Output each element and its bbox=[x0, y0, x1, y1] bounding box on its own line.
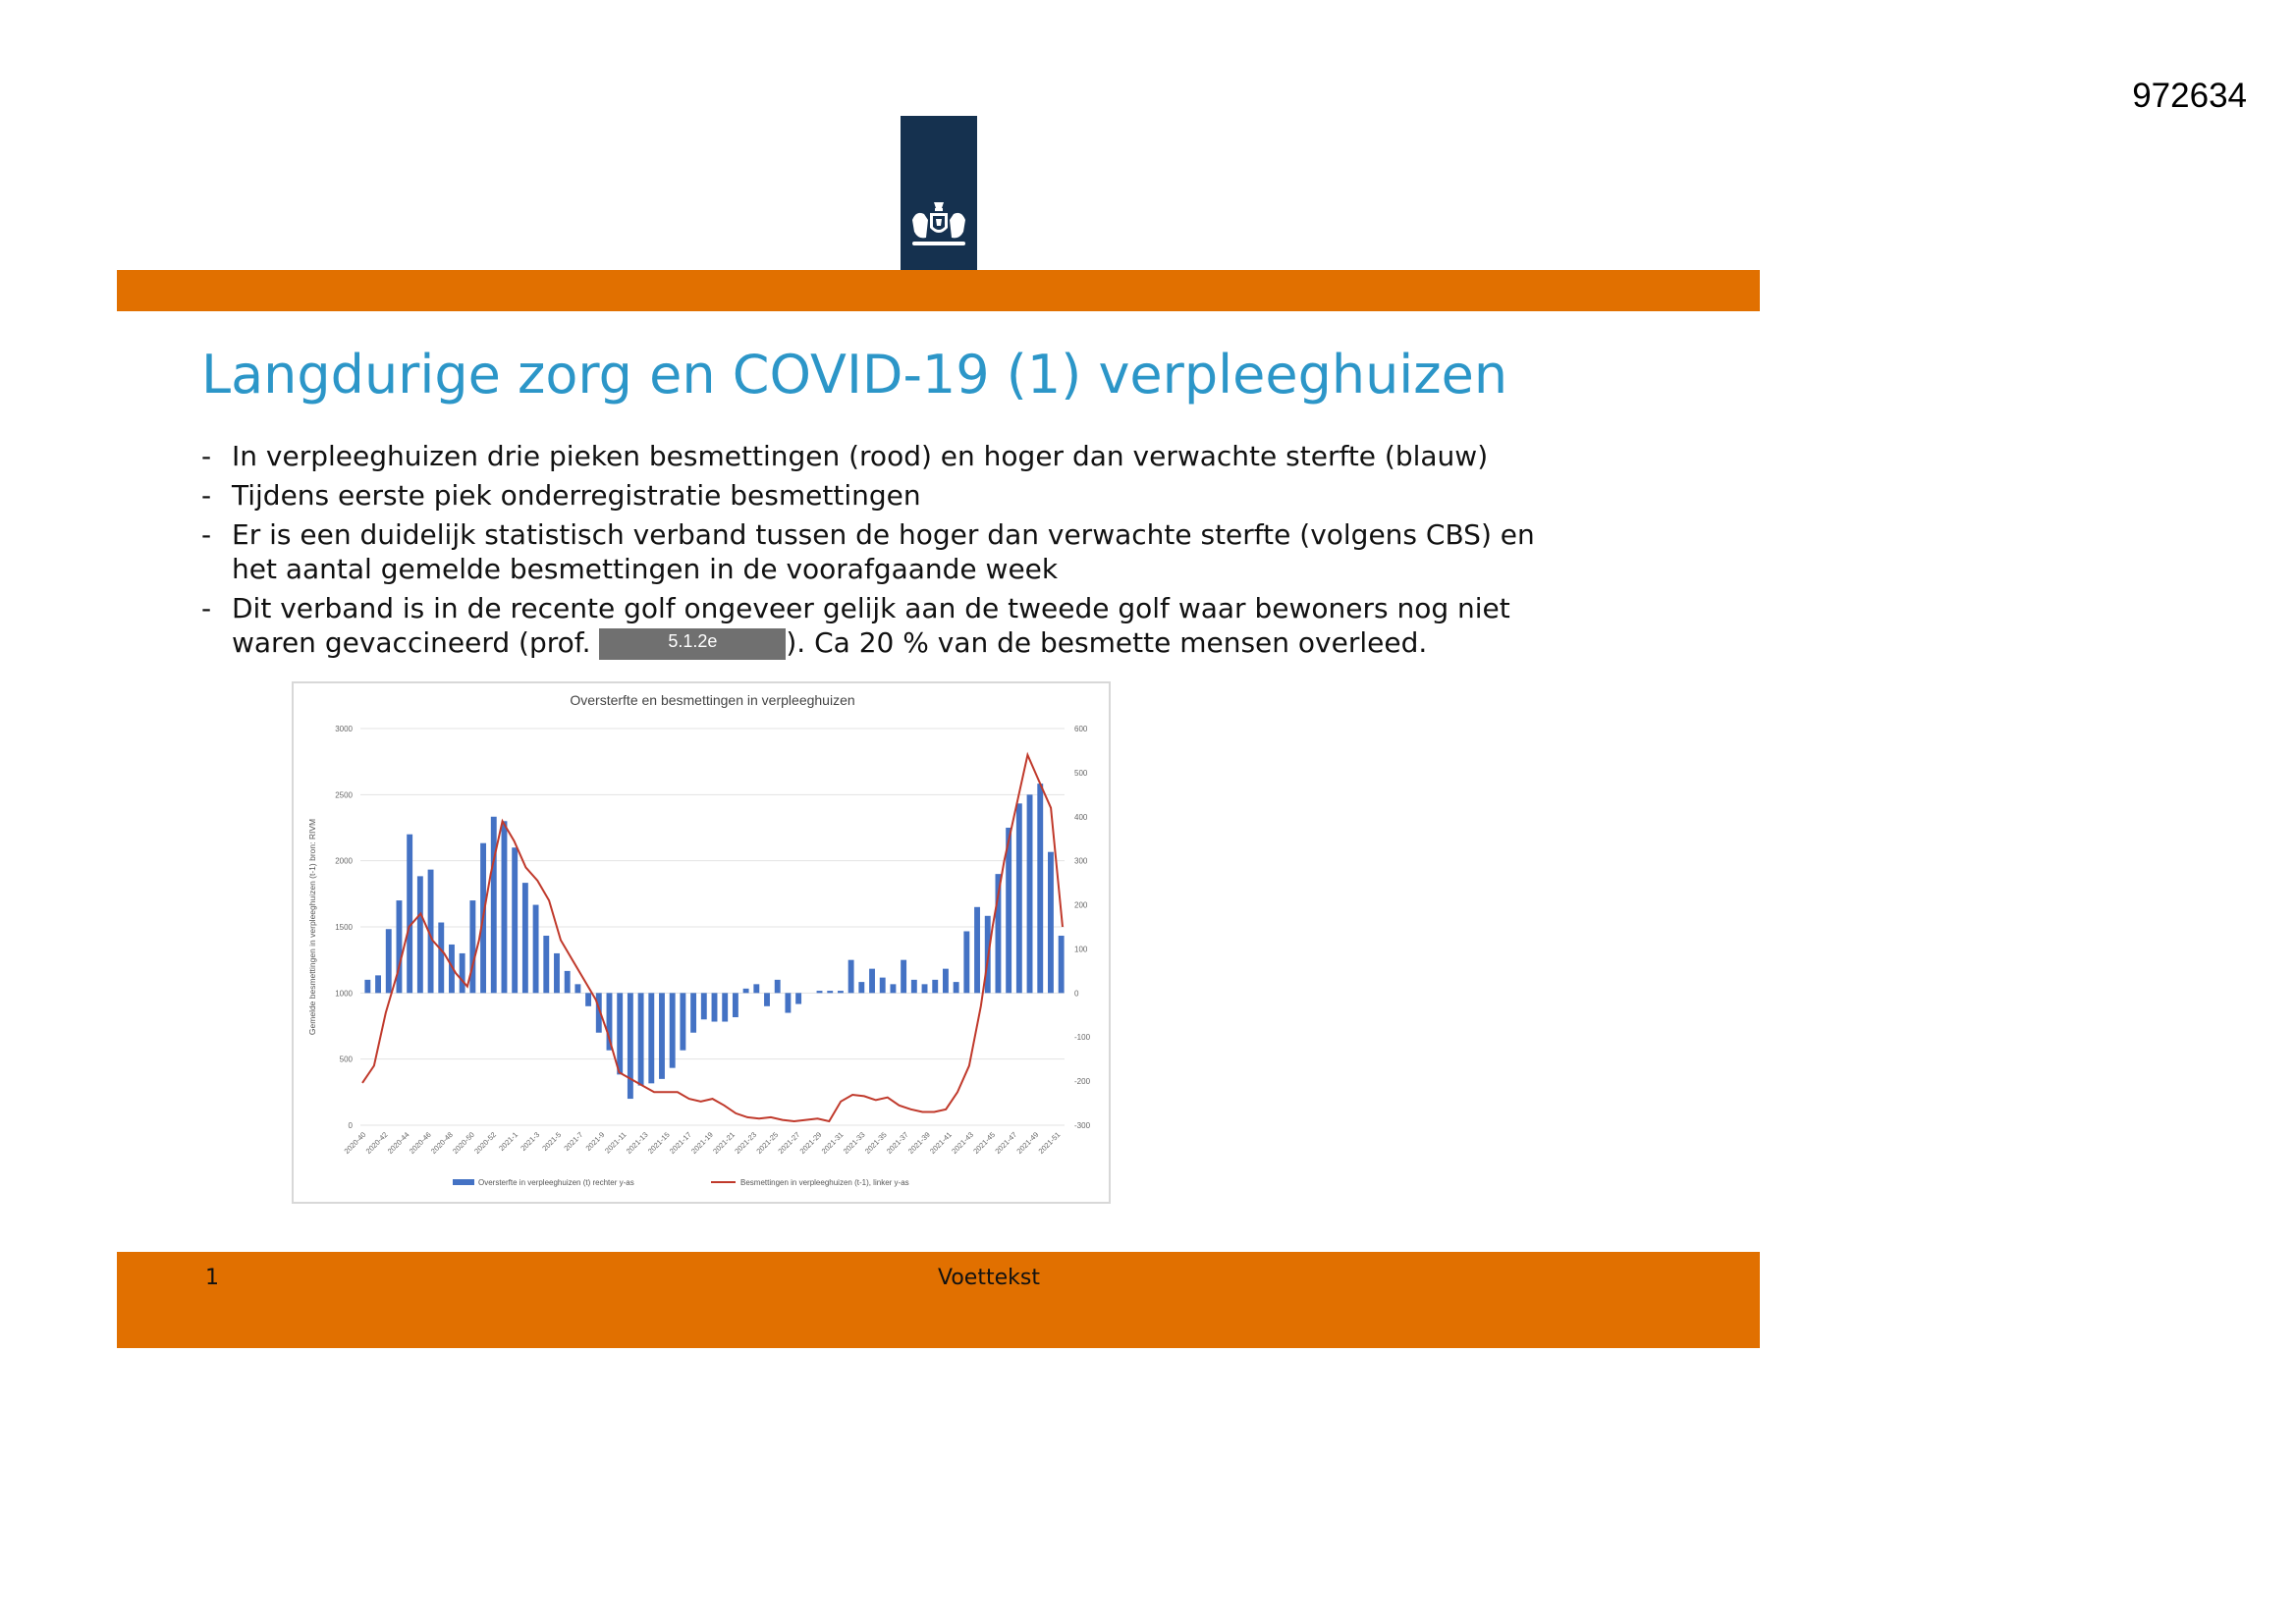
bullet-text: Dit verband is in de recente golf ongeveer gelijk aan de tweede golf waar bewoners nog niet waren gevaccineerd (prof. bbox=[232, 592, 1510, 659]
oversterfte-bar bbox=[785, 993, 791, 1012]
oversterfte-bar bbox=[512, 847, 518, 993]
y-right-tick-label: 0 bbox=[1074, 989, 1079, 999]
bullet-item: - In verpleeghuizen drie pieken besmettingen (rood) en hoger dan verwachte sterfte (blauw) bbox=[201, 440, 1489, 472]
x-tick-label: 2020-48 bbox=[428, 1130, 455, 1156]
x-tick-label: 2021-31 bbox=[819, 1130, 846, 1156]
y-right-tick-label: -300 bbox=[1074, 1121, 1091, 1130]
bullet-text: ). Ca 20 % van de besmette mensen overleed. bbox=[786, 626, 1428, 659]
legend-label-line: Besmettingen in verpleeghuizen (t-1), linker y-as bbox=[740, 1178, 909, 1187]
oversterfte-bar bbox=[1016, 803, 1022, 993]
y-right-tick-label: 600 bbox=[1074, 725, 1088, 733]
oversterfte-bar bbox=[491, 817, 497, 994]
legend-swatch-bars bbox=[453, 1179, 474, 1185]
oversterfte-bar bbox=[712, 993, 718, 1021]
oversterfte-bar bbox=[963, 931, 969, 993]
y-left-tick-label: 0 bbox=[348, 1121, 353, 1130]
oversterfte-bar bbox=[932, 980, 938, 993]
x-tick-label: 2020-50 bbox=[451, 1130, 476, 1156]
oversterfte-bar bbox=[648, 993, 654, 1083]
oversterfte-bar bbox=[565, 971, 571, 993]
coat-of-arms-icon bbox=[906, 198, 971, 249]
x-tick-label: 2021-25 bbox=[754, 1130, 781, 1156]
oversterfte-bar bbox=[375, 975, 381, 993]
oversterfte-bar bbox=[922, 984, 928, 993]
oversterfte-bar bbox=[574, 984, 580, 993]
x-tick-label: 2020-40 bbox=[342, 1130, 368, 1156]
y-right-tick-label: -100 bbox=[1074, 1033, 1091, 1043]
slide-title: Langdurige zorg en COVID-19 (1) verpleeghuizen bbox=[201, 344, 1508, 406]
y-left-axis-label: Gemelde besmettingen in verpleeghuizen (t-1) bron: RIVM bbox=[307, 818, 317, 1036]
x-tick-label: 2021-19 bbox=[689, 1130, 715, 1156]
x-tick-label: 2021-17 bbox=[667, 1130, 693, 1156]
page-number: 1 bbox=[205, 1266, 219, 1290]
x-tick-label: 2021-35 bbox=[862, 1130, 889, 1156]
bullet-item: - Tijdens eerste piek onderregistratie besmettingen bbox=[201, 479, 921, 512]
oversterfte-bar bbox=[407, 835, 412, 994]
x-tick-label: 2021-15 bbox=[645, 1130, 672, 1156]
oversterfte-bar bbox=[386, 929, 392, 993]
x-tick-label: 2021-41 bbox=[928, 1130, 954, 1156]
oversterfte-bar bbox=[690, 993, 696, 1032]
oversterfte-bar bbox=[901, 960, 906, 994]
y-left-tick-label: 2000 bbox=[335, 856, 353, 866]
oversterfte-bar bbox=[617, 993, 623, 1074]
x-tick-label: 2021-29 bbox=[797, 1130, 824, 1156]
y-left-tick-label: 500 bbox=[339, 1055, 353, 1064]
besmettingen-line bbox=[362, 755, 1063, 1121]
header-bar bbox=[117, 270, 1760, 311]
oversterfte-bar bbox=[722, 993, 728, 1021]
y-right-tick-label: 300 bbox=[1074, 856, 1088, 866]
oversterfte-bar bbox=[533, 905, 539, 994]
x-tick-label: 2020-52 bbox=[472, 1130, 499, 1156]
oversterfte-bar bbox=[880, 978, 886, 994]
x-tick-label: 2021-27 bbox=[776, 1130, 802, 1156]
chart-title: Oversterfte en besmettingen in verpleeghuizen bbox=[570, 692, 855, 708]
bullet-text: Er is een duidelijk statistisch verband tussen de hoger dan verwachte sterfte (volgens CBS) en het aantal gemelde besmettingen in de voorafgaande week bbox=[232, 518, 1535, 585]
y-left-tick-label: 1000 bbox=[335, 989, 353, 999]
x-tick-label: 2021-3 bbox=[519, 1130, 542, 1153]
oversterfte-bar bbox=[417, 876, 423, 993]
x-tick-label: 2020-46 bbox=[407, 1130, 433, 1156]
oversterfte-bar bbox=[460, 953, 465, 993]
oversterfte-bar bbox=[522, 883, 528, 993]
y-right-tick-label: -200 bbox=[1074, 1077, 1091, 1087]
oversterfte-bar bbox=[659, 993, 665, 1079]
redaction-box: 5.1.2e bbox=[599, 628, 786, 660]
y-right-tick-label: 200 bbox=[1074, 900, 1088, 910]
oversterfte-bar bbox=[848, 960, 854, 994]
oversterfte-bar bbox=[943, 969, 949, 994]
oversterfte-bar bbox=[701, 993, 707, 1019]
y-right-tick-label: 500 bbox=[1074, 768, 1088, 778]
x-tick-label: 2021-1 bbox=[497, 1130, 520, 1153]
x-tick-label: 2021-45 bbox=[971, 1130, 998, 1156]
y-left-tick-label: 1500 bbox=[335, 923, 353, 932]
legend-label-bars: Oversterfte in verpleeghuizen (t) rechter y-as bbox=[478, 1178, 634, 1187]
oversterfte-bar bbox=[733, 993, 738, 1017]
x-tick-label: 2021-39 bbox=[905, 1130, 932, 1156]
y-right-tick-label: 400 bbox=[1074, 812, 1088, 822]
oversterfte-bar bbox=[502, 821, 508, 993]
oversterfte-bar bbox=[911, 980, 917, 993]
oversterfte-bar bbox=[554, 953, 560, 993]
oversterfte-bar bbox=[438, 923, 444, 994]
oversterfte-bar bbox=[364, 980, 370, 993]
oversterfte-bar bbox=[954, 982, 959, 993]
chart-frame bbox=[292, 681, 1111, 1204]
bullet-list bbox=[201, 439, 1576, 665]
chart bbox=[294, 683, 1109, 1202]
oversterfte-bar bbox=[585, 993, 591, 1005]
oversterfte-bar bbox=[1027, 794, 1033, 993]
x-tick-label: 2021-33 bbox=[841, 1130, 867, 1156]
oversterfte-bar bbox=[764, 993, 770, 1005]
oversterfte-bar bbox=[827, 991, 833, 993]
oversterfte-bar bbox=[628, 993, 633, 1099]
bullet-item: - Dit verband is in de recente golf ongeveer gelijk aan de tweede golf waar bewoners nog niet waren gevaccineerd (prof. 5.1.2e ). Ca 20 % van de besmette mensen overleed. bbox=[201, 592, 1510, 659]
oversterfte-bar bbox=[543, 936, 549, 993]
oversterfte-bar bbox=[1037, 784, 1043, 993]
footer-text: Voettekst bbox=[938, 1266, 1040, 1290]
oversterfte-bar bbox=[743, 989, 749, 993]
government-logo bbox=[901, 116, 977, 271]
x-tick-label: 2020-44 bbox=[385, 1130, 411, 1156]
footer-bar bbox=[117, 1252, 1760, 1348]
x-tick-label: 2021-23 bbox=[733, 1130, 759, 1156]
x-tick-label: 2021-13 bbox=[624, 1130, 650, 1156]
oversterfte-bar bbox=[638, 993, 644, 1085]
x-tick-label: 2021-51 bbox=[1036, 1130, 1063, 1156]
oversterfte-bar bbox=[795, 993, 801, 1003]
oversterfte-bar bbox=[817, 991, 823, 993]
oversterfte-bar bbox=[469, 900, 475, 993]
bullet-text: Tijdens eerste piek onderregistratie besmettingen bbox=[232, 479, 921, 512]
oversterfte-bar bbox=[869, 969, 875, 994]
oversterfte-bar bbox=[890, 984, 896, 993]
bullet-item: - Er is een duidelijk statistisch verband tussen de hoger dan verwachte sterfte (volgens CBS) en het aantal gemelde besmettingen in de voorafgaande week bbox=[201, 518, 1535, 585]
bullet-text: In verpleeghuizen drie pieken besmettingen (rood) en hoger dan verwachte sterfte (blauw) bbox=[232, 440, 1489, 472]
oversterfte-bar bbox=[397, 900, 403, 993]
y-left-tick-label: 2500 bbox=[335, 790, 353, 800]
x-tick-label: 2021-37 bbox=[884, 1130, 910, 1156]
oversterfte-bar bbox=[670, 993, 676, 1067]
oversterfte-bar bbox=[838, 991, 844, 993]
x-tick-label: 2021-47 bbox=[993, 1130, 1019, 1156]
y-left-tick-label: 3000 bbox=[335, 725, 353, 733]
oversterfte-bar bbox=[775, 980, 781, 993]
oversterfte-bar bbox=[974, 907, 980, 994]
y-right-tick-label: 100 bbox=[1074, 945, 1088, 954]
oversterfte-bar bbox=[1059, 936, 1065, 993]
oversterfte-bar bbox=[680, 993, 685, 1050]
x-tick-label: 2021-7 bbox=[562, 1130, 585, 1153]
x-tick-label: 2021-21 bbox=[711, 1130, 738, 1156]
oversterfte-bar bbox=[1048, 852, 1054, 994]
x-tick-label: 2021-43 bbox=[950, 1130, 976, 1156]
x-tick-label: 2021-5 bbox=[540, 1130, 564, 1153]
x-tick-label: 2021-11 bbox=[603, 1130, 629, 1156]
x-tick-label: 2021-9 bbox=[583, 1130, 607, 1153]
x-tick-label: 2021-49 bbox=[1014, 1130, 1041, 1156]
document-id: 972634 bbox=[2132, 77, 2247, 115]
oversterfte-bar bbox=[753, 984, 759, 993]
oversterfte-bar bbox=[858, 982, 864, 993]
x-tick-label: 2020-42 bbox=[363, 1130, 390, 1156]
